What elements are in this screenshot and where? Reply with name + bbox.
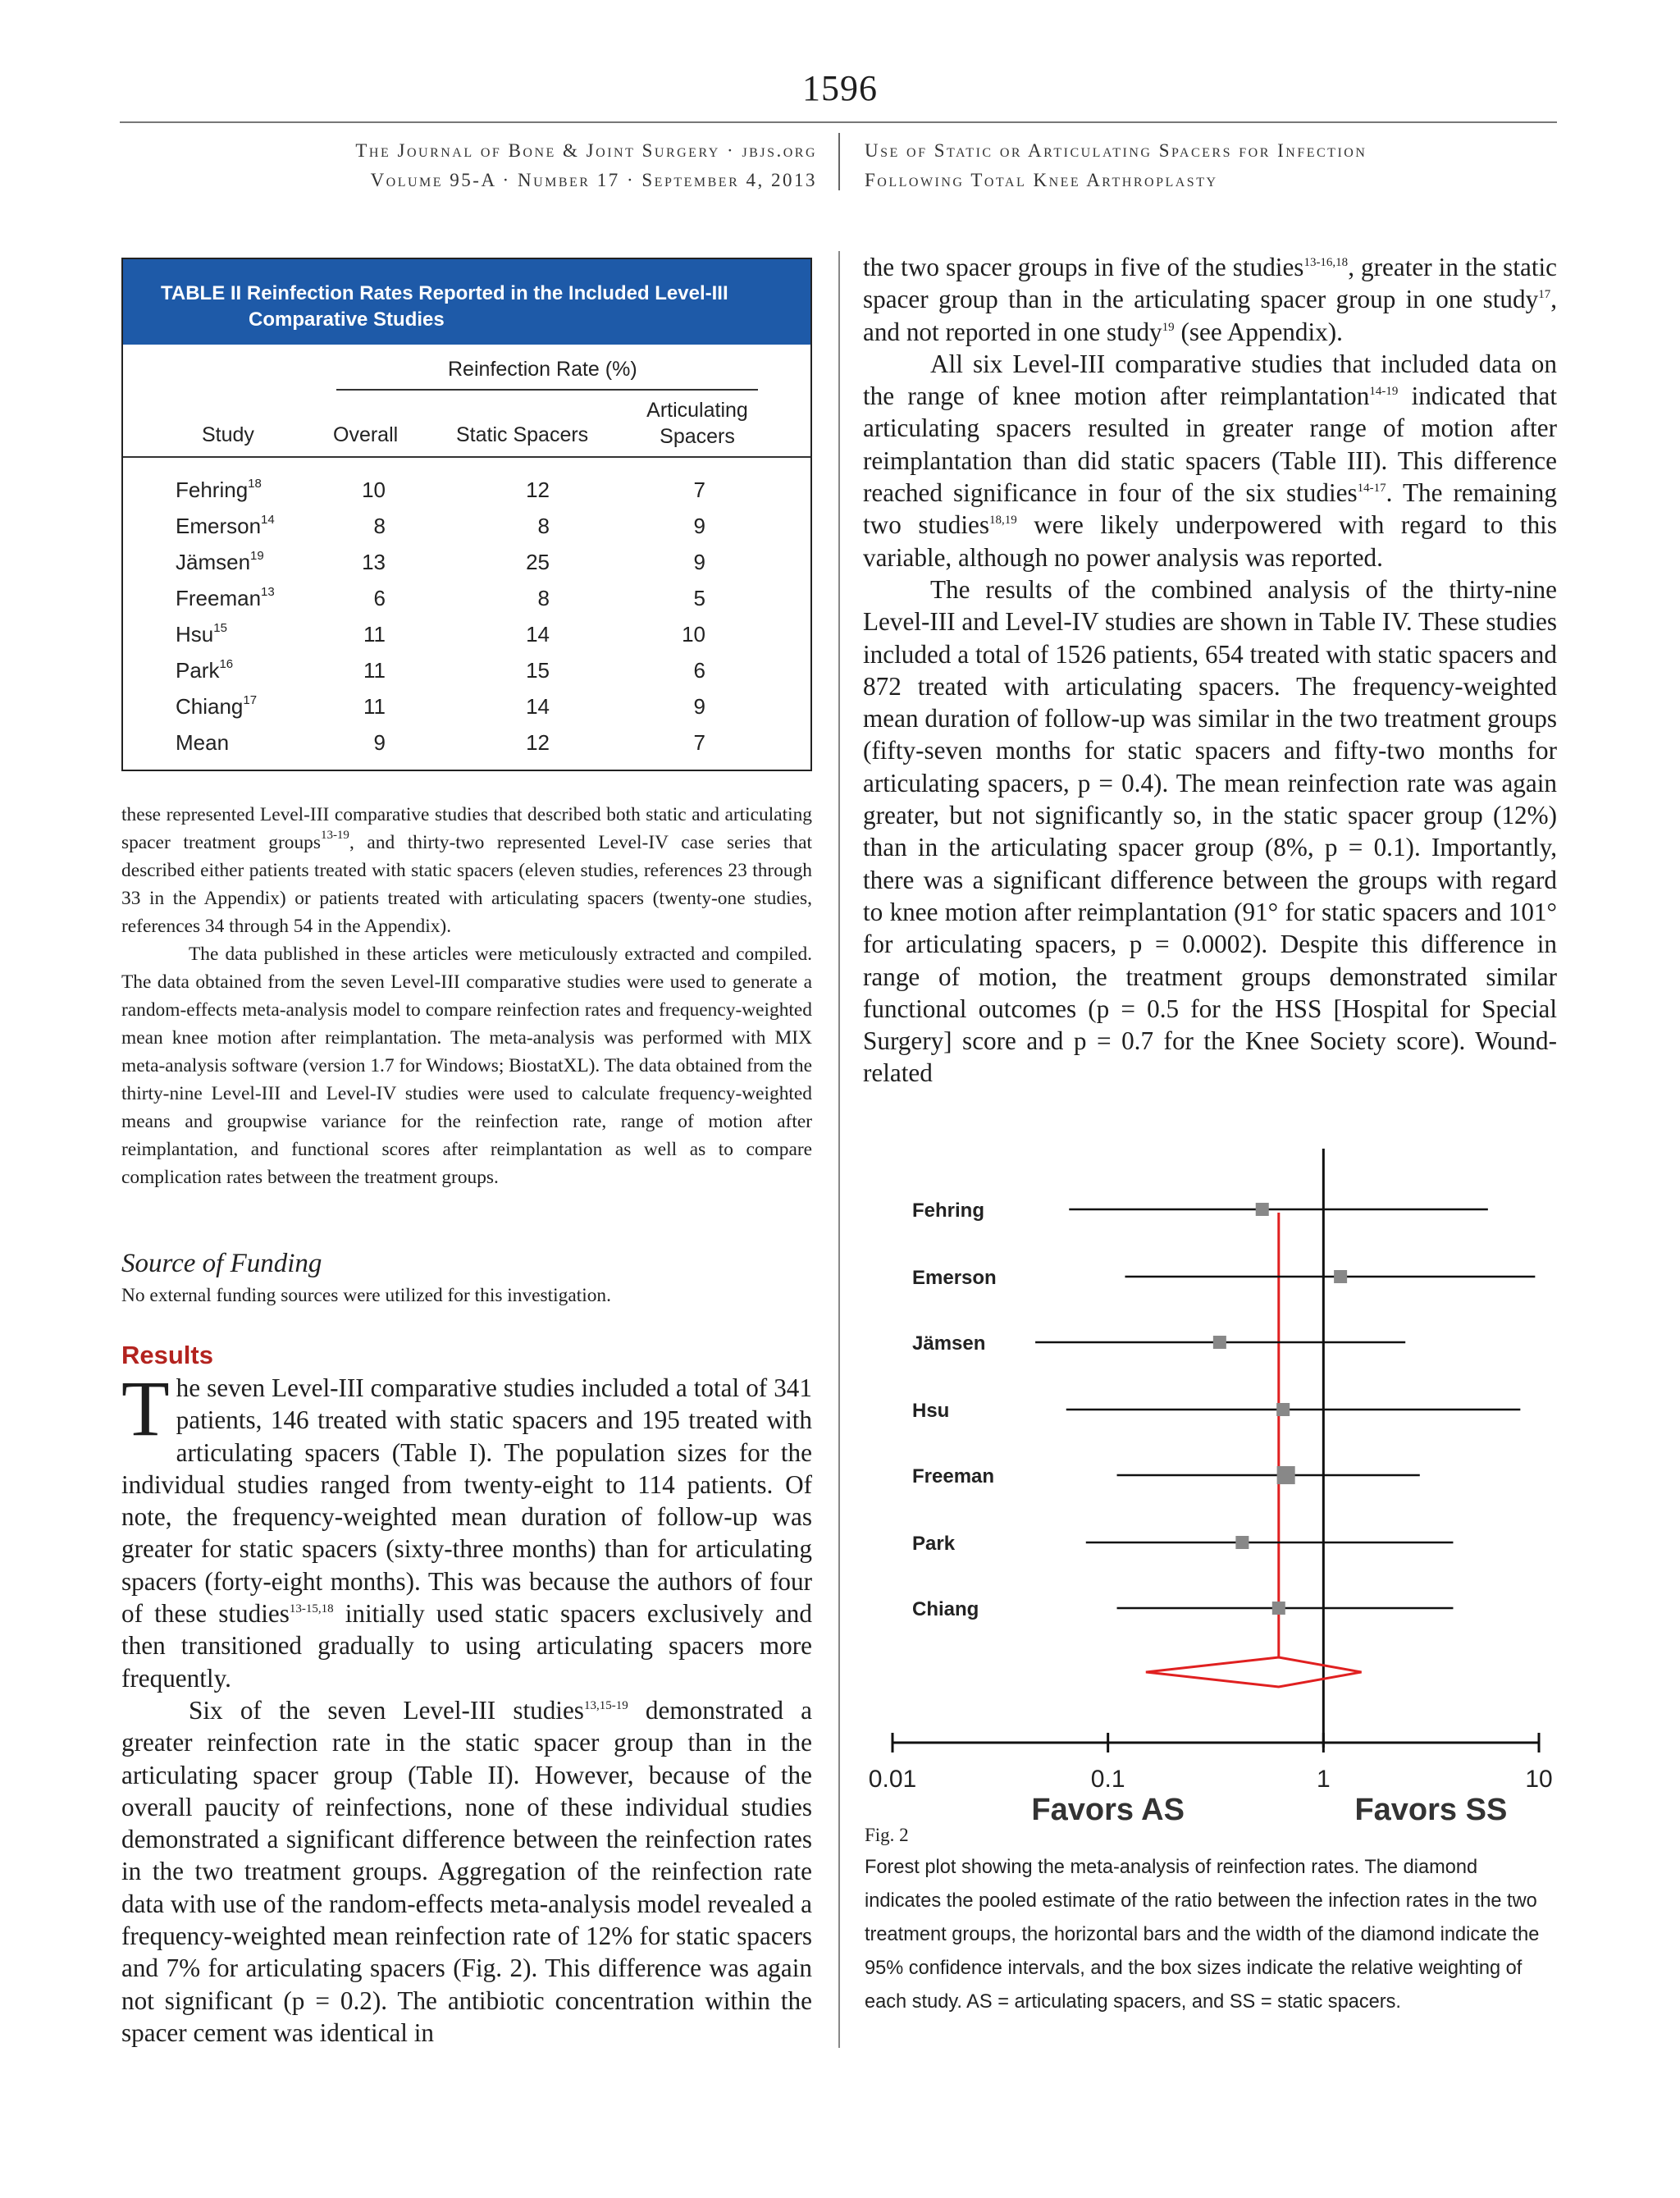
table-cell-static-value: 8 bbox=[537, 514, 550, 538]
table-cell-static bbox=[468, 514, 550, 539]
citation: 13-16,18 bbox=[1303, 256, 1349, 269]
table-group-rule bbox=[336, 389, 758, 391]
table-cell-overall bbox=[336, 586, 386, 611]
table-cell-articulating-value: 9 bbox=[693, 514, 705, 538]
table-cell-static bbox=[468, 586, 550, 611]
table-col-articulating-line1: Articulating bbox=[646, 399, 748, 422]
table-cell-overall bbox=[336, 550, 386, 575]
table-cell-articulating-value: 9 bbox=[693, 550, 705, 574]
journal-header bbox=[120, 136, 817, 195]
citation: 14-19 bbox=[1369, 385, 1399, 399]
table-cell-overall bbox=[336, 478, 386, 503]
study-label: Fehring bbox=[912, 1200, 984, 1222]
table-ii bbox=[121, 258, 812, 771]
right-p2-text-a: All six Level-III comparative studies that included data on the range of knee motion after reimplantation bbox=[863, 349, 1557, 411]
table-cell-static bbox=[468, 622, 550, 647]
results-p2-text-b: demonstrated a greater reinfection rate in the static spacer group than in the articulating spacer group (Table II). However, because of the overall paucity of reinfections, none of these individual studies demonstrated a significant difference between the reinfection rates in the two treatment groups. Aggregation of the reinfection rate data with use of the random-effects meta-analysis model revealed a frequency-weighted mean reinfection rate of 12% for static spacers and 7% for articulating spacers (Fig. 2). This difference was again not significant (p = 0.2). The antibiotic concentration within the spacer cement was identical in bbox=[121, 1695, 812, 2047]
table-group-header: Reinfection Rate (%) bbox=[448, 358, 637, 381]
citation: 13-19 bbox=[320, 829, 349, 842]
table-cell-articulating-value: 9 bbox=[693, 694, 705, 719]
funding-heading: Source of Funding bbox=[121, 1249, 322, 1278]
header-rule bbox=[120, 121, 1557, 123]
table-cell-study-value: Park bbox=[176, 658, 220, 683]
table-cell-articulating-value: 5 bbox=[693, 586, 705, 610]
table-cell-articulating bbox=[656, 478, 705, 503]
study-estimate-box bbox=[1235, 1536, 1249, 1549]
results-paragraph-1 bbox=[121, 1364, 812, 1694]
table-title bbox=[123, 259, 810, 345]
study-estimate-box bbox=[1334, 1270, 1347, 1283]
right-paragraph-2 bbox=[863, 348, 1557, 573]
x-tick-label: 0.1 bbox=[1090, 1766, 1125, 1793]
study-estimate-box bbox=[1276, 1403, 1290, 1416]
figure-label: Fig. 2 bbox=[865, 1825, 909, 1845]
table-header-rule bbox=[123, 456, 810, 458]
methods-p1-text-b: , and thirty-two represented Level-IV case series that described either patients treated with static spacers (eleven studies, references 23 through 33 in the Appendix) or patients treated with articulating spacers (twenty-one studies, references 34 through 54 in the Appendix). bbox=[121, 832, 812, 937]
results-p2-text-a: Six of the seven Level-III studies bbox=[189, 1695, 584, 1725]
table-cell-articulating bbox=[656, 658, 705, 683]
table-cell-static bbox=[468, 730, 550, 756]
table-cell-overall-value: 11 bbox=[363, 658, 386, 683]
study-label: Park bbox=[912, 1533, 956, 1555]
table-cell-articulating bbox=[656, 586, 705, 611]
drop-cap: T bbox=[121, 1364, 170, 1452]
table-cell-overall-value: 8 bbox=[373, 514, 386, 538]
table-cell-articulating-value: 10 bbox=[682, 622, 705, 647]
results-paragraph-2 bbox=[121, 1694, 812, 2049]
table-cell-overall-value: 9 bbox=[373, 730, 386, 755]
results-text bbox=[121, 1364, 812, 2049]
table-cell-overall-value: 13 bbox=[362, 550, 386, 574]
pooled-diamond bbox=[1146, 1657, 1362, 1687]
citation: 13 bbox=[261, 585, 275, 599]
right-p2-text-c: . The remaining two studies bbox=[863, 478, 1557, 540]
table-cell-static bbox=[468, 550, 550, 575]
table-cell-articulating-value: 6 bbox=[693, 658, 705, 683]
table-cell-static-value: 15 bbox=[526, 658, 550, 683]
table-cell-static-value: 25 bbox=[526, 550, 550, 574]
table-cell-study bbox=[176, 586, 275, 611]
table-cell-study-value: Jämsen bbox=[176, 550, 251, 574]
forest-plot bbox=[861, 1140, 1559, 1830]
citation: 18 bbox=[248, 477, 262, 491]
table-cell-articulating bbox=[656, 730, 705, 756]
citation: 17 bbox=[243, 693, 258, 707]
table-cell-articulating bbox=[656, 694, 705, 720]
table-title-line1: TABLE II Reinfection Rates Reported in the Included Level-III bbox=[161, 282, 728, 304]
journal-header-line2: Volume 95-A · Number 17 · September 4, 2013 bbox=[370, 170, 817, 190]
funding-text: No external funding sources were utilized for this investigation. bbox=[121, 1285, 611, 1306]
table-cell-static bbox=[468, 658, 550, 683]
x-tick-label: 1 bbox=[1316, 1766, 1331, 1793]
citation: 14-17 bbox=[1357, 482, 1386, 496]
table-cell-study-value: Emerson bbox=[176, 514, 262, 538]
right-p1-text-b: , greater in the static spacer group than in the articulating spacer group in one study bbox=[863, 253, 1557, 314]
study-label: Chiang bbox=[912, 1598, 979, 1620]
table-title-line2: Comparative Studies bbox=[249, 308, 445, 331]
table-cell-study bbox=[176, 550, 264, 575]
column-divider bbox=[838, 251, 840, 2048]
table-cell-static bbox=[468, 478, 550, 503]
table-col-articulating bbox=[632, 397, 763, 450]
study-label: Freeman bbox=[912, 1465, 995, 1487]
table-col-overall: Overall bbox=[333, 423, 399, 446]
article-header-line1: Use of Static or Articulating Spacers for Infection bbox=[865, 140, 1367, 161]
study-estimate-box bbox=[1213, 1336, 1226, 1349]
table-cell-articulating bbox=[656, 550, 705, 575]
header-divider bbox=[838, 133, 840, 190]
study-label: Jämsen bbox=[912, 1332, 986, 1355]
table-cell-static-value: 14 bbox=[526, 622, 550, 647]
citation: 13-15,18 bbox=[289, 1602, 334, 1616]
methods-text bbox=[121, 801, 812, 1191]
journal-header-line1: The Journal of Bone & Joint Surgery · jbjs.org bbox=[355, 140, 817, 161]
table-cell-overall bbox=[336, 658, 386, 683]
right-p1-text-a: the two spacer groups in five of the studies bbox=[863, 253, 1304, 281]
study-estimate-box bbox=[1277, 1466, 1295, 1484]
x-tick-label: 0.01 bbox=[868, 1766, 917, 1793]
table-cell-static-value: 12 bbox=[526, 730, 550, 755]
study-estimate-box bbox=[1272, 1602, 1285, 1615]
table-col-study: Study bbox=[202, 423, 254, 446]
table-cell-study bbox=[176, 658, 233, 683]
table-cell-static-value: 12 bbox=[526, 478, 550, 502]
citation: 14 bbox=[261, 513, 275, 527]
citation: 19 bbox=[250, 549, 264, 563]
table-cell-overall-value: 11 bbox=[363, 622, 386, 647]
table-cell-study bbox=[176, 622, 227, 647]
table-cell-overall bbox=[336, 514, 386, 539]
table-cell-study-value: Freeman bbox=[176, 586, 262, 610]
table-cell-overall bbox=[336, 694, 386, 720]
article-header bbox=[865, 136, 1554, 195]
page-number: 1596 bbox=[802, 68, 878, 108]
study-estimate-box bbox=[1256, 1203, 1269, 1216]
right-paragraph-3: The results of the combined analysis of the thirty-nine Level-III and Level-IV studies are shown in Table IV. These studies included a total of 1526 patients, 654 treated with static spacers and 872 treated with articulating spacers. The frequency-weighted mean duration of follow-up was similar in the two treatment groups (fifty-seven months for static spacers and fifty-two months for articulating spacers, p = 0.4). The mean reinfection rate was again greater, but not significantly so, in the static spacer group (12%) than in the articulating spacer group (8%, p = 0.1). Importantly, there was a significant difference between the groups with regard to knee motion after reimplantation (91° for static spacers and 101° for articulating spacers, p = 0.0002). Despite this difference in range of motion, the treatment groups demonstrated similar functional outcomes (p = 0.5 for the HSS [Hospital for Special Surgery] score and p = 0.7 for the Knee Society score). Wound-related bbox=[863, 574, 1557, 1088]
table-cell-study bbox=[176, 694, 257, 720]
table-cell-overall bbox=[336, 622, 386, 647]
citation: 13,15-19 bbox=[583, 1698, 628, 1712]
citation: 18,19 bbox=[988, 514, 1017, 528]
favors-as-label: Favors AS bbox=[1031, 1793, 1185, 1827]
right-p2-text-d: were likely underpowered with regard to this variable, although no power analysis was reported. bbox=[863, 510, 1557, 572]
favors-ss-label: Favors SS bbox=[1354, 1793, 1508, 1827]
right-paragraph-1 bbox=[863, 251, 1557, 348]
table-cell-articulating bbox=[656, 514, 705, 539]
citation: 19 bbox=[1162, 320, 1175, 334]
methods-p1-text-a: these represented Level-III comparative studies that described both static and articulating spacer treatment groups bbox=[121, 804, 812, 853]
table-col-articulating-line2: Spacers bbox=[660, 425, 735, 448]
citation: 17 bbox=[1538, 288, 1551, 302]
table-cell-study bbox=[176, 514, 275, 539]
table-cell-articulating-value: 7 bbox=[693, 730, 705, 755]
x-tick-label: 10 bbox=[1525, 1766, 1553, 1793]
table-cell-static bbox=[468, 694, 550, 720]
methods-paragraph-1 bbox=[121, 801, 812, 940]
table-cell-static-value: 14 bbox=[526, 694, 550, 719]
table-cell-overall bbox=[336, 730, 386, 756]
figure-caption: Forest plot showing the meta-analysis of reinfection rates. The diamond indicates the pooled estimate of the ratio between the infection rates in the two treatment groups, the horizontal bars and the width of the diamond indicate the 95% confidence intervals, and the box sizes indicate the relative weighting of each study. AS = articulating spacers, and SS = static spacers. bbox=[865, 1857, 1540, 2013]
table-cell-overall-value: 11 bbox=[363, 694, 386, 719]
article-header-line2: Following Total Knee Arthroplasty bbox=[865, 170, 1218, 190]
methods-paragraph-2: The data published in these articles were meticulously extracted and compiled. The data obtained from the seven Level-III comparative studies were used to generate a random-effects meta-analysis model to compare reinfection rates and frequency-weighted mean knee motion after reimplantation. The meta-analysis was performed with MIX meta-analysis software (version 1.7 for Windows; BiostatXL). The data obtained from the thirty-nine Level-III and Level-IV studies were used to calculate frequency-weighted means and groupwise variance for the reinfection rate, range of motion after reimplantation, and functional scores after reimplantation as well as to compare complication rates between the treatment groups. bbox=[121, 944, 812, 1188]
table-cell-study bbox=[176, 478, 262, 503]
table-cell-study bbox=[176, 730, 229, 756]
results-heading: Results bbox=[121, 1341, 213, 1369]
right-column-text bbox=[863, 251, 1557, 1090]
table-cell-overall-value: 10 bbox=[362, 478, 386, 502]
table-cell-articulating bbox=[656, 622, 705, 647]
results-p1-text-a: he seven Level-III comparative studies included a total of 341 patients, 146 treated with static spacers and 195 treated with articulating spacers (Table I). The population sizes for the individual studies ranged from twenty-eight to 114 patients. Of note, the frequency-weighted mean duration of follow-up was greater for static spacers (sixty-three months) than for articulating spacers (forty-eight months). This was because the authors of four of these studies bbox=[121, 1373, 812, 1629]
citation: 15 bbox=[213, 621, 227, 635]
study-label: Emerson bbox=[912, 1267, 997, 1289]
table-cell-static-value: 8 bbox=[537, 586, 550, 610]
right-p1-text-c: , and not reported in one study bbox=[863, 285, 1557, 346]
table-cell-study-value: Chiang bbox=[176, 694, 244, 719]
results-p1-text-b: initially used static spacers exclusively and then transitioned gradually to using articulating spacers more frequently. bbox=[121, 1599, 812, 1693]
table-cell-study-value: Fehring bbox=[176, 478, 249, 502]
table-cell-articulating-value: 7 bbox=[693, 478, 705, 502]
citation: 16 bbox=[219, 657, 234, 671]
table-cell-study-value: Hsu bbox=[176, 622, 214, 647]
right-p1-text-d: (see Appendix). bbox=[1174, 317, 1343, 346]
study-label: Hsu bbox=[912, 1400, 950, 1422]
table-col-static: Static Spacers bbox=[456, 423, 589, 446]
table-cell-overall-value: 6 bbox=[373, 586, 386, 610]
table-cell-study-value: Mean bbox=[176, 730, 230, 755]
right-p2-text-b: indicated that articulating spacers resulted in greater range of motion after reimplantation than did static spacers (Table III). This difference reached significance in four of the six studies bbox=[863, 382, 1557, 508]
